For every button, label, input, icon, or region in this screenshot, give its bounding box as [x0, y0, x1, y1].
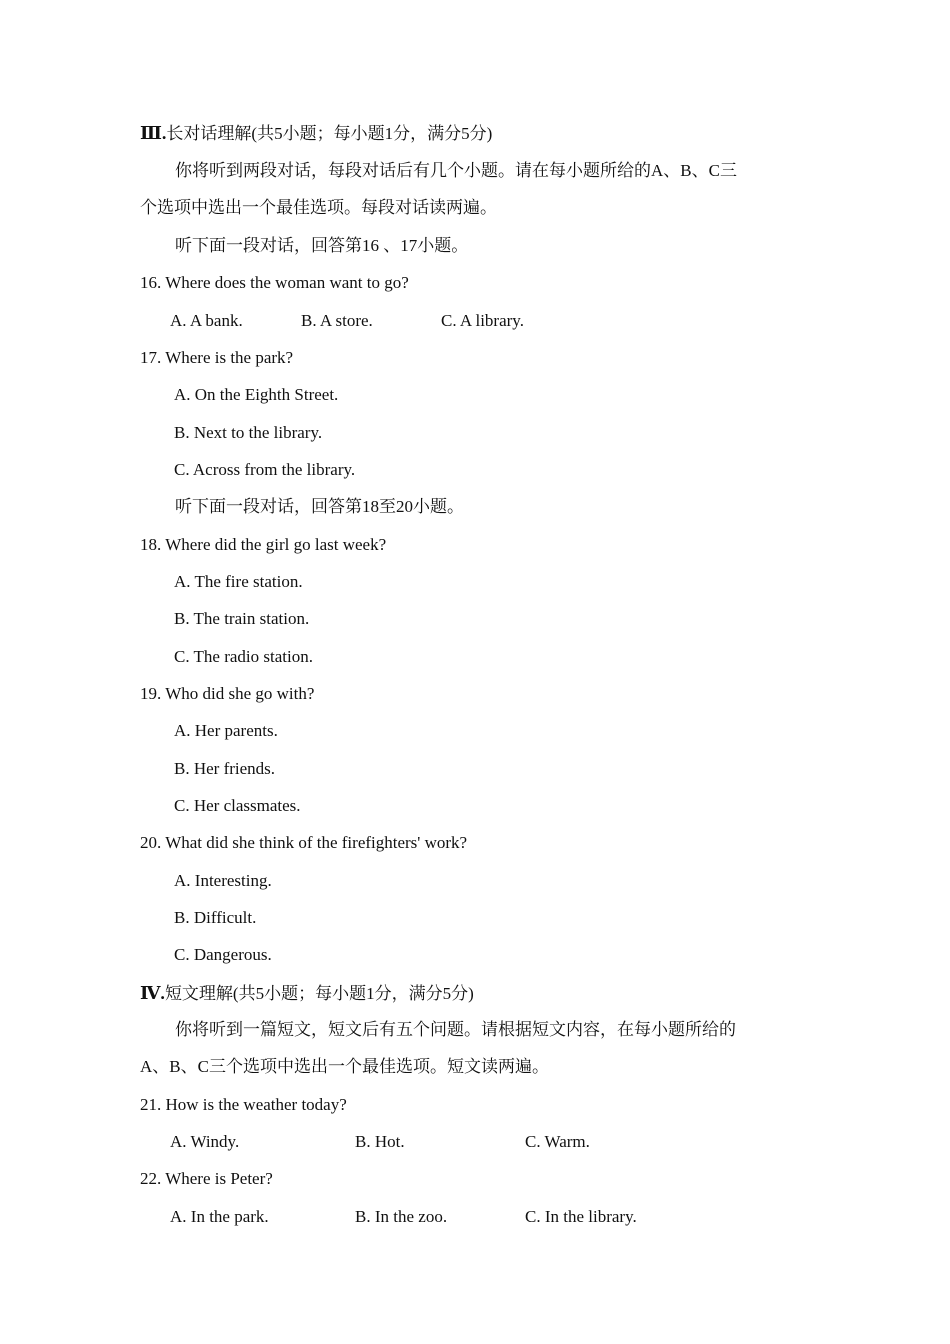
question-17-option-a: A. On the Eighth Street.: [174, 385, 339, 404]
section-3-instruction-line1: 你将听到两段对话，每段对话后有几个小题。请在每小题所给的A、B、C三: [175, 161, 737, 180]
section-4-roman: Ⅳ.: [140, 983, 165, 1003]
question-17: 17. Where is the park?: [140, 348, 294, 367]
section-4-instruction-line1: 你将听到一篇短文，短文后有五个问题。请根据短文内容，在每小题所给的: [175, 1020, 736, 1039]
question-22: 22. Where is Peter?: [140, 1169, 273, 1188]
section-4-title: 短文理解(共5小题；每小题1分，满分5分): [164, 984, 474, 1003]
question-21-option-a: A. Windy.: [170, 1132, 240, 1151]
dialogue-2-prompt: 听下面一段对话，回答第18至20小题。: [175, 497, 464, 516]
question-17-option-b: B. Next to the library.: [174, 423, 323, 442]
question-18: 18. Where did the girl go last week?: [140, 535, 387, 554]
question-22-option-b: B. In the zoo.: [355, 1207, 448, 1226]
question-20-option-a: A. Interesting.: [174, 871, 272, 890]
section-4-heading: [140, 982, 474, 1005]
question-20-option-c: C. Dangerous.: [174, 945, 272, 964]
section-3-heading: [140, 122, 492, 145]
question-16-option-a: A. A bank.: [170, 311, 243, 330]
question-18-option-a: A. The fire station.: [174, 572, 303, 591]
question-16-option-c: C. A library.: [441, 311, 524, 330]
section-4-instruction-line2: A、B、C三个选项中选出一个最佳选项。短文读两遍。: [140, 1057, 549, 1076]
question-19-option-c: C. Her classmates.: [174, 796, 301, 815]
question-17-option-c: C. Across from the library.: [174, 460, 356, 479]
question-20-option-b: B. Difficult.: [174, 908, 257, 927]
section-3-instruction-line2: 个选项中选出一个最佳选项。每段对话读两遍。: [140, 198, 497, 217]
section-3-roman: Ⅲ.: [140, 123, 167, 143]
question-21-option-c: C. Warm.: [525, 1132, 590, 1151]
dialogue-1-prompt: 听下面一段对话，回答第16 、17小题。: [175, 236, 469, 255]
question-21-option-b: B. Hot.: [355, 1132, 405, 1151]
question-19-option-b: B. Her friends.: [174, 759, 276, 778]
question-19-option-a: A. Her parents.: [174, 721, 278, 740]
question-16: 16. Where does the woman want to go?: [140, 273, 409, 292]
question-18-option-c: C. The radio station.: [174, 647, 313, 666]
question-16-option-b: B. A store.: [301, 311, 373, 330]
question-22-option-c: C. In the library.: [525, 1207, 637, 1226]
question-20: 20. What did she think of the firefighters' work?: [140, 833, 468, 852]
question-22-option-a: A. In the park.: [170, 1207, 269, 1226]
question-21: 21. How is the weather today?: [140, 1095, 347, 1114]
question-18-option-b: B. The train station.: [174, 609, 310, 628]
question-19: 19. Who did she go with?: [140, 684, 315, 703]
section-3-title: 长对话理解(共5小题；每小题1分，满分5分): [166, 124, 493, 143]
